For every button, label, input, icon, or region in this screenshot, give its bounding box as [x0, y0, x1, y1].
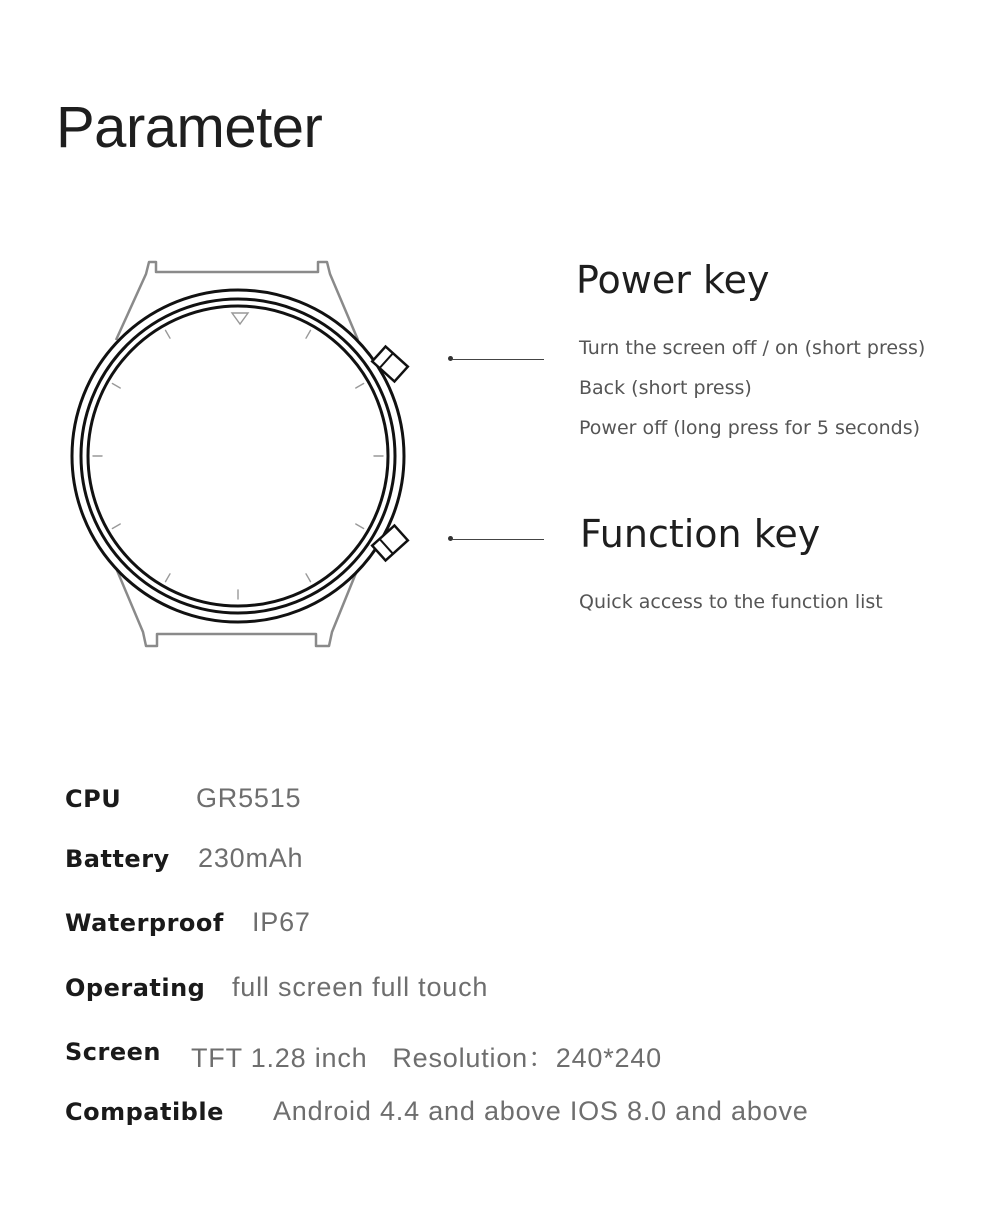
function-key-desc-line: Quick access to the function list	[579, 591, 883, 613]
watch-case-rings	[72, 290, 404, 622]
function-key-description	[579, 582, 883, 622]
spec-label-waterproof: Waterproof	[65, 909, 224, 937]
power-key-desc-line: Turn the screen off / on (short press)	[579, 337, 926, 359]
spec-value-waterproof: IP67	[252, 907, 311, 937]
power-key-description	[579, 328, 925, 448]
spec-label-operating: Operating	[65, 974, 206, 1002]
spec-value-cpu: GR5515	[196, 783, 302, 813]
spec-label-screen: Screen	[65, 1038, 161, 1066]
spec-value-operating: full screen full touch	[232, 972, 489, 1002]
power-key-title: Power key	[576, 258, 770, 302]
page-title: Parameter	[56, 95, 323, 160]
power-key-desc-line: Back (short press)	[579, 377, 752, 399]
smartwatch-illustration	[0, 0, 520, 700]
spec-value-compatible: Android 4.4 and above IOS 8.0 and above	[273, 1096, 809, 1126]
function-key-leader-line	[452, 539, 544, 540]
spec-value-screen: TFT 1.28 inch Resolution：240*240	[191, 1043, 662, 1073]
power-key-desc-line: Power off (long press for 5 seconds)	[579, 417, 921, 439]
power-key-leader-line	[452, 359, 544, 360]
spec-label-battery: Battery	[65, 845, 170, 873]
spec-label-compatible: Compatible	[65, 1098, 224, 1126]
spec-value-battery: 230mAh	[198, 843, 304, 873]
function-key-title: Function key	[580, 512, 821, 556]
spec-label-cpu: CPU	[65, 785, 122, 813]
